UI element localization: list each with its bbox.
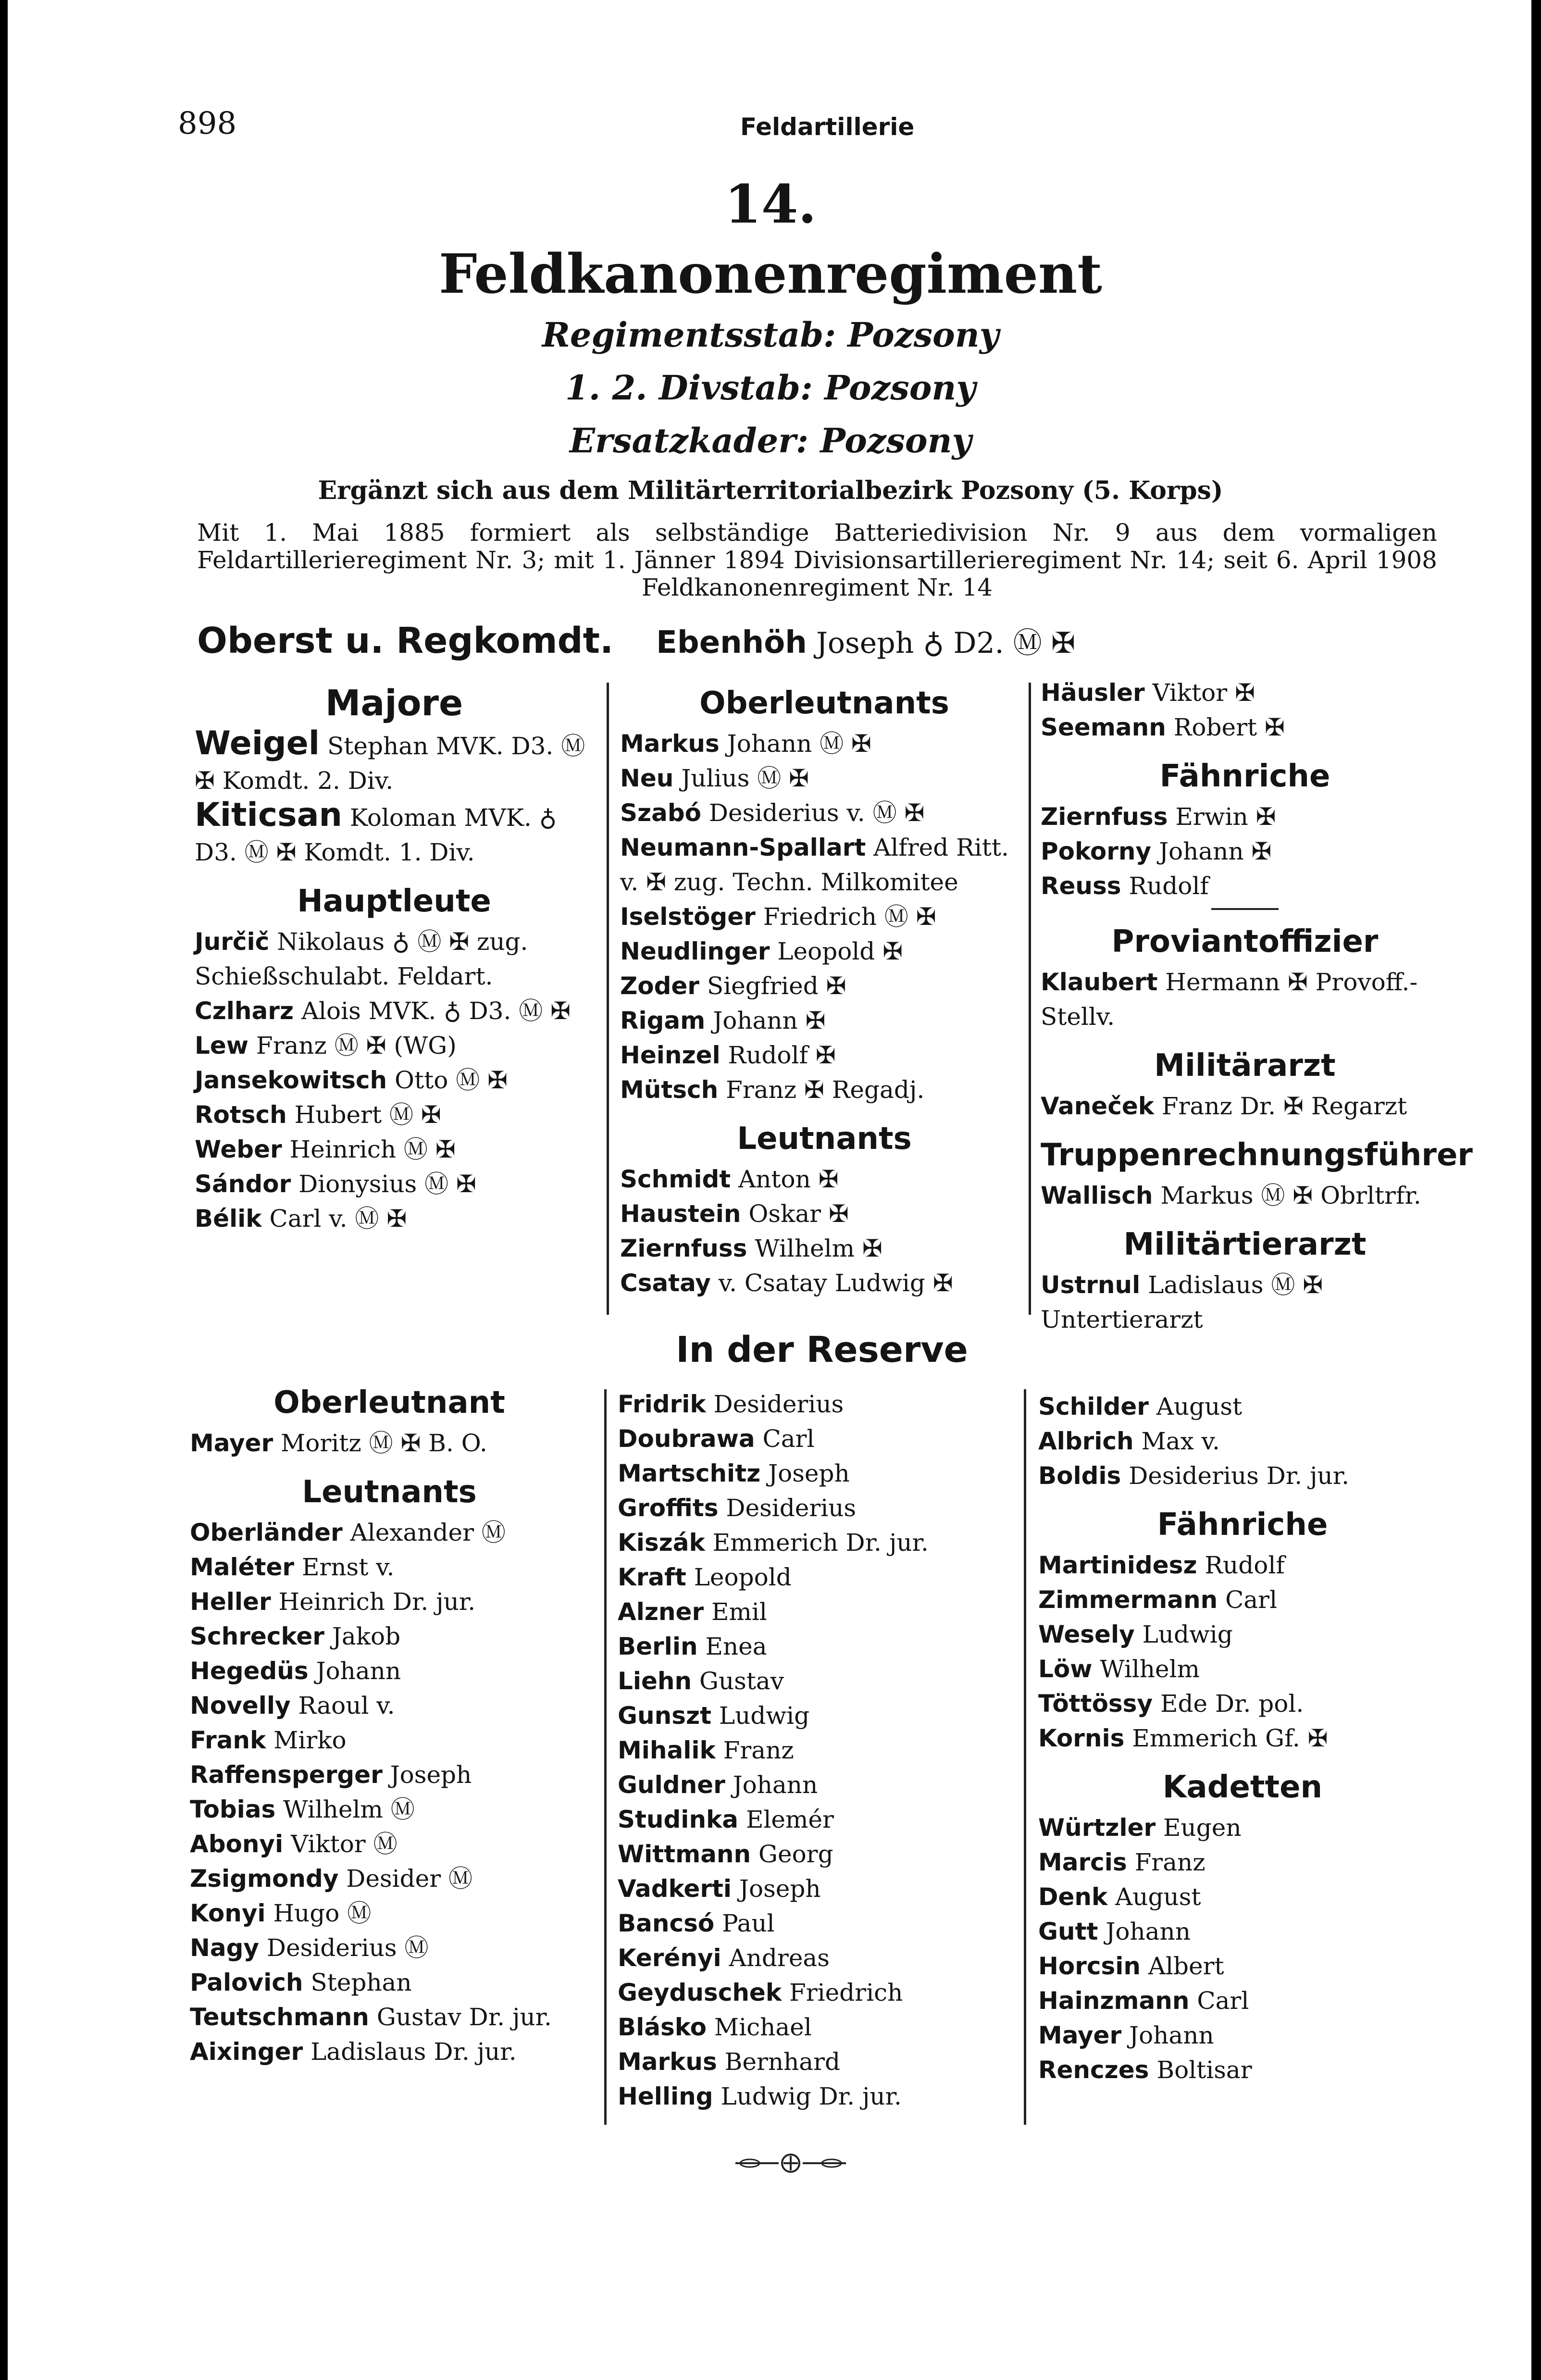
column-divider: [1024, 1389, 1026, 2125]
list-item: Reuss Rudolf: [1041, 872, 1209, 900]
list-item: Maléter Ernst v.: [190, 1553, 395, 1581]
list-item: Würtzler Eugen: [1038, 1814, 1242, 1842]
list-item: Helling Ludwig Dr. jur.: [618, 2082, 902, 2110]
ersatzkader-line: Ersatzkader: Pozsony: [569, 421, 972, 461]
list-item: Kiszák Emmerich Dr. jur.: [618, 1529, 929, 1557]
list-item: Guldner Johann: [618, 1771, 818, 1799]
list-item: Schmidt Anton ✠: [620, 1165, 839, 1193]
ornament-divider-icon: [731, 2151, 851, 2175]
list-item: Mütsch Franz ✠ Regadj.: [620, 1076, 925, 1104]
list-item: Kerényi Andreas: [618, 1944, 830, 1972]
list-item: Mayer Johann: [1038, 2021, 1214, 2049]
active-column-1: [195, 680, 594, 1236]
history-paragraph: Mit 1. Mai 1885 formiert als selbständige Batteriedivision Nr. 9 aus dem vormaligen Feldartillerieregiment Nr. 3; mit 1. Jänner 1894 Divisionsartillerieregiment Nr. 14; seit 6. April 1908 Feldkanonenregiment Nr. 14: [197, 519, 1437, 601]
section-heading-militaerarzt: Militärarzt: [1154, 1048, 1336, 1084]
list-item: Häusler Viktor ✠: [1041, 679, 1255, 707]
list-item: Renczes Boltisar: [1038, 2056, 1252, 2084]
list-item: Nagy Desiderius Ⓜ: [190, 1934, 429, 1962]
list-item: Martschitz Joseph: [618, 1459, 850, 1487]
list-item: Marcis Franz: [1038, 1848, 1205, 1876]
list-item: Wallisch Markus Ⓜ ✠ Obrltrfr.: [1041, 1182, 1421, 1209]
list-item: Denk August: [1038, 1883, 1201, 1911]
ergaenzt-line: Ergänzt sich aus dem Militärterritorialbezirk Pozsony (5. Korps): [318, 476, 1223, 505]
list-item: Bancsó Paul: [618, 1909, 775, 1937]
list-item: Palovich Stephan: [190, 1969, 412, 1996]
column-divider: [607, 683, 609, 1315]
list-item: Wittmann Georg: [618, 1840, 833, 1868]
section-heading-leutnants: Leutnants: [737, 1121, 912, 1157]
section-heading-reserve: In der Reserve: [676, 1329, 968, 1371]
list-item: Vadkerti Joseph: [618, 1875, 821, 1903]
list-item: Boldis Desiderius Dr. jur.: [1038, 1462, 1350, 1490]
section-heading-majore: Majore: [325, 683, 463, 724]
section-heading-hauptleute: Hauptleute: [297, 884, 491, 919]
section-heading-faehnriche: Fähnriche: [1159, 759, 1330, 794]
regiment-title: Feldkanonenregiment: [439, 243, 1102, 306]
list-item: Alzner Emil: [618, 1598, 767, 1626]
list-item: Frank Mirko: [190, 1726, 347, 1754]
commander-rank: Oberst u. Regkomdt.: [197, 620, 614, 661]
list-item: Raffensperger Joseph: [190, 1761, 472, 1789]
list-item: Csatay v. Csatay Ludwig ✠: [620, 1269, 953, 1297]
list-item: Weigel Stephan MVK. D3. Ⓜ ✠ Komdt. 2. Div.: [195, 724, 585, 795]
list-item: Rigam Johann ✠: [620, 1007, 826, 1034]
column-divider: [604, 1389, 607, 2125]
list-item: Schilder August: [1038, 1393, 1243, 1421]
list-item: Aixinger Ladislaus Dr. jur.: [190, 2038, 517, 2066]
list-item: Zimmermann Carl: [1038, 1586, 1278, 1614]
section-heading-oberleutnant: Oberleutnant: [273, 1385, 505, 1421]
short-rule: [1211, 908, 1279, 910]
list-item: Weber Heinrich Ⓜ ✠: [195, 1135, 456, 1163]
list-item: Haustein Oskar ✠: [620, 1200, 849, 1228]
list-item: Horcsin Albert: [1038, 1952, 1224, 1980]
commander-row: [197, 620, 1075, 661]
scan-border-right: [1531, 0, 1541, 2380]
list-item: Martinidesz Rudolf: [1038, 1551, 1285, 1579]
list-item: Zoder Siegfried ✠: [620, 972, 846, 1000]
reserve-column-3: [1038, 1389, 1447, 2087]
list-item: Hainzmann Carl: [1038, 1987, 1249, 2015]
list-item: Ziernfuss Erwin ✠: [1041, 803, 1276, 831]
list-item: Szabó Desiderius v. Ⓜ ✠: [620, 799, 925, 827]
section-heading-proviantoffizier: Proviantoffizier: [1111, 924, 1379, 959]
list-item: Gunszt Ludwig: [618, 1702, 810, 1730]
list-item: Markus Johann Ⓜ ✠: [620, 730, 871, 758]
section-heading-militaertierarzt: Militärtierarzt: [1123, 1227, 1367, 1262]
section-heading-leutnants: Leutnants: [302, 1474, 477, 1510]
list-item: Sándor Dionysius Ⓜ ✠: [195, 1170, 476, 1198]
list-item: Czlharz Alois MVK. ♁ D3. Ⓜ ✠: [195, 997, 571, 1025]
list-item: Jurčič Nikolaus ♁ Ⓜ ✠ zug. Schießschulabt. Feldart.: [195, 928, 528, 990]
regiment-number: 14.: [724, 173, 817, 235]
list-item: Löw Wilhelm: [1038, 1655, 1200, 1683]
list-item: Pokorny Johann ✠: [1041, 837, 1272, 865]
list-item: Rotsch Hubert Ⓜ ✠: [195, 1101, 441, 1129]
list-item: Oberländer Alexander Ⓜ: [190, 1519, 506, 1546]
list-item: Jansekowitsch Otto Ⓜ ✠: [195, 1066, 508, 1094]
list-item: Novelly Raoul v.: [190, 1692, 395, 1720]
list-item: Neudlinger Leopold ✠: [620, 937, 903, 965]
list-item: Kraft Leopold: [618, 1563, 792, 1591]
list-item: Töttössy Ede Dr. pol.: [1038, 1690, 1304, 1718]
list-item: Bélik Carl v. Ⓜ ✠: [195, 1205, 407, 1233]
list-item: Mayer Moritz Ⓜ ✠ B. O.: [190, 1429, 487, 1457]
scan-border-left: [0, 0, 8, 2380]
list-item: Abonyi Viktor Ⓜ: [190, 1830, 398, 1858]
section-heading-truppenrechnungsfuehrer: Truppenrechnungsführer: [1041, 1137, 1473, 1173]
list-item: Zsigmondy Desider Ⓜ: [190, 1865, 473, 1893]
list-item: Kornis Emmerich Gf. ✠: [1038, 1724, 1328, 1752]
list-item: Lew Franz Ⓜ ✠ (WG): [195, 1032, 457, 1059]
list-item: Wesely Ludwig: [1038, 1620, 1233, 1648]
commander-name: Ebenhöh: [656, 625, 807, 660]
active-column-3: [1041, 675, 1473, 1337]
divstab-line: 1. 2. Divstab: Pozsony: [565, 368, 976, 408]
list-item: Heinzel Rudolf ✠: [620, 1041, 836, 1069]
list-item: Schrecker Jakob: [190, 1622, 401, 1650]
list-item: Doubrawa Carl: [618, 1425, 815, 1453]
list-item: Seemann Robert ✠: [1041, 713, 1285, 741]
list-item: Berlin Enea: [618, 1632, 767, 1660]
list-item: Markus Bernhard: [618, 2048, 841, 2076]
list-item: Klaubert Hermann ✠ Provoff.-Stellv.: [1041, 968, 1418, 1031]
list-item: Fridrik Desiderius: [618, 1390, 844, 1418]
list-item: Hegedüs Johann: [190, 1657, 401, 1685]
page-number: 898: [178, 106, 237, 141]
regimentsstab-line: Regimentsstab: Pozsony: [542, 315, 999, 355]
list-item: Neu Julius Ⓜ ✠: [620, 764, 809, 792]
list-item: Studinka Elemér: [618, 1806, 834, 1833]
section-heading-faehnriche: Fähnriche: [1157, 1507, 1328, 1543]
list-item: Blásko Michael: [618, 2013, 812, 2041]
column-divider: [1029, 683, 1031, 1315]
list-item: Groffits Desiderius: [618, 1494, 857, 1522]
section-heading-oberleutnants: Oberleutnants: [699, 685, 949, 721]
active-column-2: [620, 680, 1029, 1300]
list-item: Ustrnul Ladislaus Ⓜ ✠ Untertierarzt: [1041, 1271, 1323, 1333]
list-item: Ziernfuss Wilhelm ✠: [620, 1234, 882, 1262]
list-item: Konyi Hugo Ⓜ: [190, 1899, 372, 1927]
reserve-column-2: [618, 1387, 1017, 2114]
list-item: Vaneček Franz Dr. ✠ Regarzt: [1041, 1092, 1407, 1120]
section-heading-kadetten: Kadetten: [1162, 1769, 1323, 1805]
list-item: Heller Heinrich Dr. jur.: [190, 1588, 476, 1616]
commander-details: Joseph ♁ D2. Ⓜ ✠: [816, 626, 1076, 660]
reserve-column-1: [190, 1380, 589, 2069]
list-item: Geyduschek Friedrich: [618, 1979, 903, 2006]
list-item: Tobias Wilhelm Ⓜ: [190, 1795, 415, 1823]
list-item: Neumann-Spallart Alfred Ritt. v. ✠ zug. Techn. Milkomitee: [620, 834, 1009, 896]
list-item: Albrich Max v.: [1038, 1427, 1220, 1455]
list-item: Iselstöger Friedrich Ⓜ ✠: [620, 903, 936, 931]
list-item: Kiticsan Koloman MVK. ♁ D3. Ⓜ ✠ Komdt. 1. Div.: [195, 796, 557, 866]
running-head: Feldartillerie: [740, 113, 915, 141]
list-item: Mihalik Franz: [618, 1736, 794, 1764]
list-item: Gutt Johann: [1038, 1918, 1191, 1945]
list-item: Liehn Gustav: [618, 1667, 784, 1695]
list-item: Teutschmann Gustav Dr. jur.: [190, 2003, 552, 2031]
